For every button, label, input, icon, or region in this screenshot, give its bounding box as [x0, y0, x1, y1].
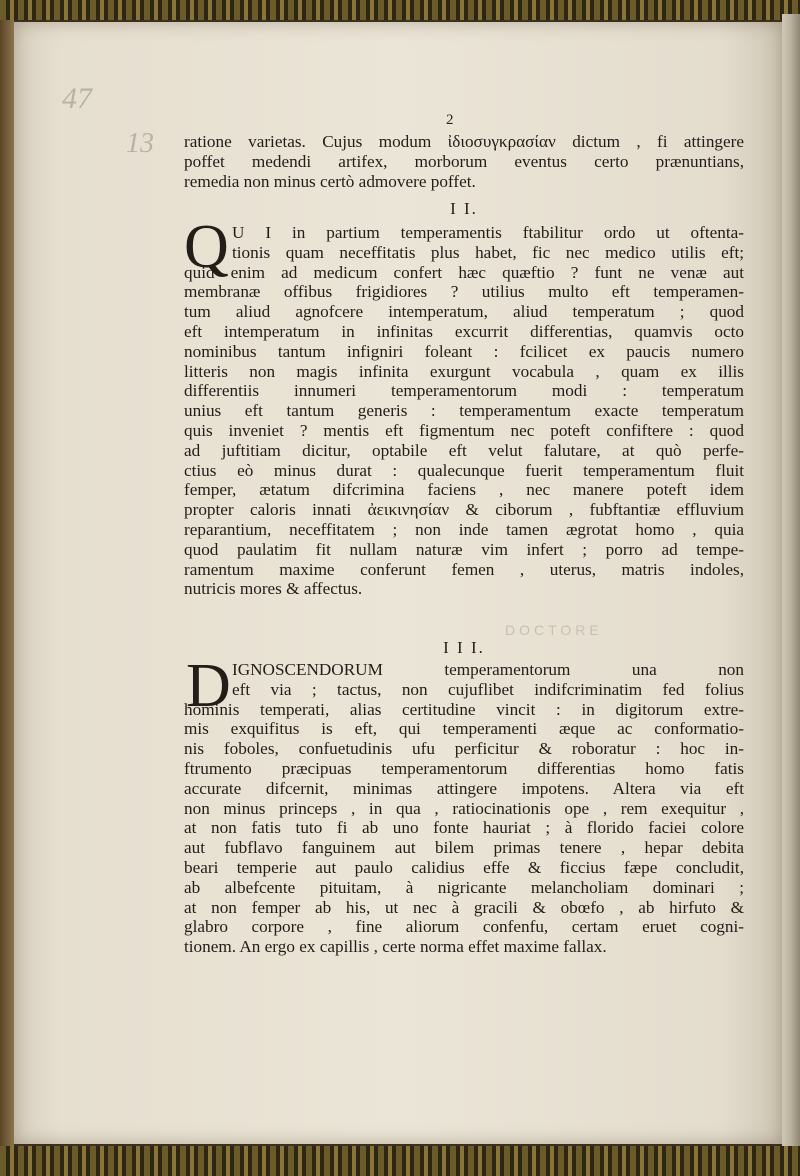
- top-binding-border: [0, 0, 800, 20]
- text-line: quis inveniet ? mentis eft figmentum nec poteft confiftere : quod: [184, 420, 744, 440]
- left-binding-edge: [0, 20, 14, 1150]
- page-number: 2: [446, 112, 454, 128]
- text-line: poffet medendi artifex, morborum eventus certo prænuntians,: [184, 151, 744, 171]
- text-line: beari temperie aut paulo calidius effe & ficcius fæpe concludit,: [184, 857, 744, 877]
- text-line: eft via ; tactus, non cujuflibet indifcriminatim fed folius: [232, 679, 744, 699]
- text-line: quod paulatim fit nullam naturæ vim infert ; porro ad tempe-: [184, 539, 744, 559]
- text-line: mis exquifitus is eft, qui temperamenti æque ac conformatio-: [184, 719, 744, 739]
- page-edge: [782, 14, 800, 1154]
- text-line: accurate difcernit, minimas attingere impotens. Altera via eft: [184, 778, 744, 798]
- text-line: eft intemperatum in infinitas excurrit differentias, quamvis octo: [184, 321, 744, 341]
- text-line: tionem. An ergo ex capillis , certe norma effet maxime fallax.: [184, 937, 607, 957]
- section-2-paragraph: [184, 223, 744, 599]
- text-line: at non femper ab his, ut nec à gracili & obœfo , ab hirfuto &: [184, 897, 744, 917]
- text-line: IGNOSCENDORUM temperamentorum una non: [232, 660, 744, 679]
- text-line: unius eft tantum generis : temperamentum exacte temperatum: [184, 401, 744, 421]
- text-line: ad juftitiam dicitur, optabile eft velut falutare, at quò perfe-: [184, 440, 744, 460]
- text-line: litteris non magis infinita exurgunt vocabula , quam ex illis: [184, 361, 744, 381]
- bleed-through-stamp: DOCTORE: [505, 622, 603, 638]
- text-line: nominibus tantum infigniri foleant : fcilicet ex paucis numero: [184, 341, 744, 361]
- text-line: tionis quam neceffitatis plus habet, fic nec medico utilis eft;: [232, 242, 744, 262]
- text-line: glabro corpore , fine aliorum confenfu, certam eruet cogni-: [184, 917, 744, 937]
- margin-pencil-mark: 47: [62, 82, 92, 115]
- drop-cap-d: D: [186, 652, 231, 720]
- text-line: ctius eò minus durat : qualecunque fuerit temperamentum fluit: [184, 460, 744, 480]
- text-line: ratione varietas. Cujus modum ἰδιοσυγκρασίαν dictum , fi attingere: [184, 132, 744, 151]
- bottom-binding-border: [0, 1146, 800, 1176]
- intro-paragraph: [184, 132, 744, 191]
- text-line: reparantium, neceffitatem ; non inde tamen ægrotat homo , quia: [184, 519, 744, 539]
- text-line: aut fubflavo fanguinem aut bilem primas tenere , hepar debita: [184, 838, 744, 858]
- text-line: propter caloris innati ἀεικινησίαν & ciborum , fubftantiæ effluvium: [184, 500, 744, 520]
- text-line: non minus princeps , in qua , ratiocinationis ope , rem exequitur ,: [184, 798, 744, 818]
- text-line: femper, ætatum difcrimina faciens , nec manere poteft idem: [184, 480, 744, 500]
- text-line: membranæ offibus frigidiores ? utilius multo eft temperamen-: [184, 282, 744, 302]
- text-line: hominis temperati, alias certitudine vincit : in digitorum extre-: [184, 699, 744, 719]
- text-line: nis foboles, confuetudinis ufu perficitur & roboratur : hoc in-: [184, 739, 744, 759]
- section-heading-3: I I I.: [443, 638, 485, 657]
- text-line: tum aliud agnofcere intemperatum, aliud temperatum ; quod: [184, 302, 744, 322]
- text-line: remedia non minus certò admovere poffet.: [184, 171, 476, 191]
- section-heading-2: I I.: [450, 199, 478, 218]
- text-line: nutricis mores & affectus.: [184, 579, 363, 599]
- text-line: ftrumento præcipuas temperamentorum differentias homo fatis: [184, 758, 744, 778]
- margin-pencil-mark: 13: [126, 128, 154, 159]
- text-line: ramentum maxime conferunt femen , uterus, matris indoles,: [184, 559, 744, 579]
- text-line: at non fatis tuto fi ab uno fonte hauriat ; à florido faciei colore: [184, 818, 744, 838]
- drop-cap-q: Q: [184, 213, 229, 281]
- text-line: U I in partium temperamentis ftabilitur ordo ut oftenta-: [232, 223, 744, 242]
- section-3-paragraph: [184, 660, 744, 957]
- text-line: quid enim ad medicum confert hæc quæftio ? funt ne venæ aut: [184, 262, 744, 282]
- text-line: ab albefcente pituitam, à nigricante melancholiam dominari ;: [184, 877, 744, 897]
- text-line: differentiis innumeri temperamentorum modi : temperatum: [184, 381, 744, 401]
